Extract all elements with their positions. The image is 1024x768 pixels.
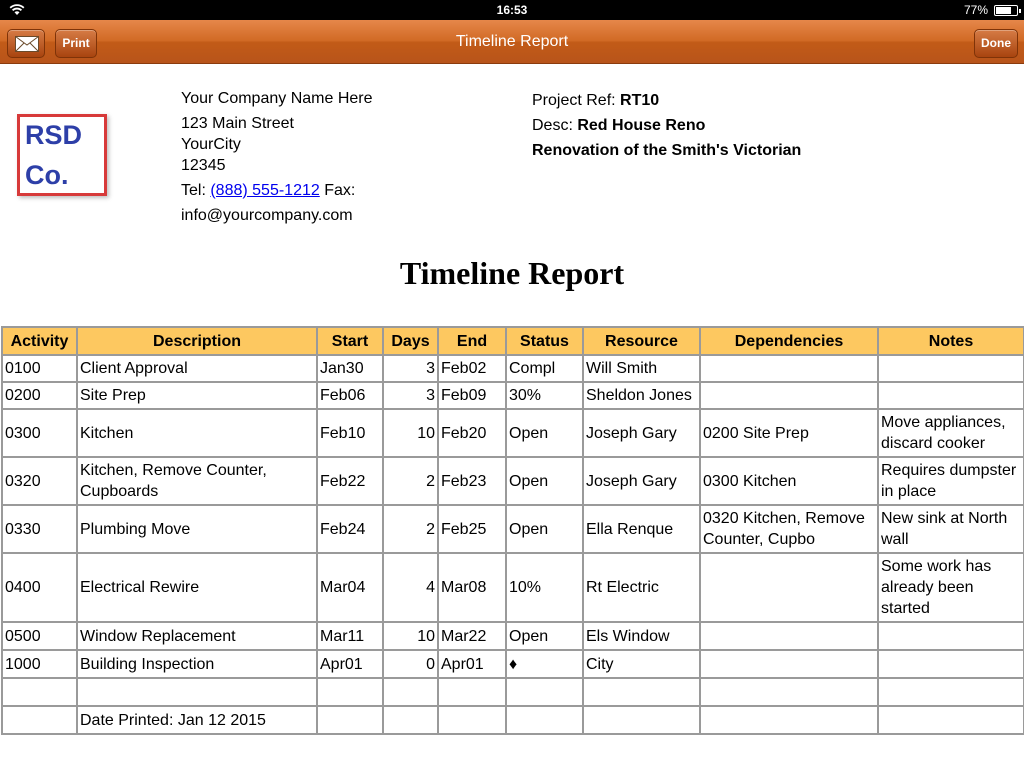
table-cell: 10 bbox=[383, 622, 438, 650]
project-info bbox=[532, 88, 801, 163]
table-cell: Feb09 bbox=[438, 382, 506, 409]
table-cell: 4 bbox=[383, 553, 438, 622]
table-cell: Joseph Gary bbox=[583, 457, 700, 505]
table-cell bbox=[317, 706, 383, 734]
table-cell: Els Window bbox=[583, 622, 700, 650]
logo-line-2: Co. bbox=[25, 160, 69, 190]
table-cell bbox=[878, 382, 1024, 409]
table-cell bbox=[438, 678, 506, 706]
nav-title: Timeline Report bbox=[455, 33, 569, 50]
table-cell: 0300 bbox=[2, 409, 77, 457]
table-cell: Window Replacement bbox=[77, 622, 317, 650]
project-ref: RT10 bbox=[620, 92, 660, 109]
table-cell bbox=[700, 553, 878, 622]
table-cell: 0330 bbox=[2, 505, 77, 553]
battery-percent: 77% bbox=[963, 3, 988, 17]
table-cell: Ella Renque bbox=[583, 505, 700, 553]
project-desc-row bbox=[532, 113, 801, 138]
table-cell bbox=[878, 622, 1024, 650]
table-cell: Kitchen, Remove Counter, Cupboards bbox=[77, 457, 317, 505]
table-cell bbox=[878, 706, 1024, 734]
table-cell bbox=[700, 382, 878, 409]
table-cell: 3 bbox=[383, 382, 438, 409]
fax-label: Fax: bbox=[319, 182, 356, 199]
table-cell bbox=[878, 678, 1024, 706]
company-info bbox=[181, 88, 373, 226]
table-cell: Feb22 bbox=[317, 457, 383, 505]
table-row bbox=[2, 355, 1024, 382]
project-desc-label: Desc: bbox=[532, 117, 578, 134]
table-cell: Plumbing Move bbox=[77, 505, 317, 553]
table-row bbox=[2, 409, 1024, 457]
project-subtitle: Renovation of the Smith's Victorian bbox=[532, 142, 802, 159]
table-cell: Feb06 bbox=[317, 382, 383, 409]
table-cell bbox=[506, 706, 583, 734]
column-header: Description bbox=[77, 327, 317, 355]
table-cell: Will Smith bbox=[583, 355, 700, 382]
print-button[interactable]: Print bbox=[55, 29, 97, 58]
table-cell bbox=[878, 650, 1024, 678]
table-row bbox=[2, 622, 1024, 650]
table-cell: Mar11 bbox=[317, 622, 383, 650]
table-row bbox=[2, 706, 1024, 734]
table-cell bbox=[583, 706, 700, 734]
table-cell: Apr01 bbox=[317, 650, 383, 678]
table-cell: 10% bbox=[506, 553, 583, 622]
battery-icon bbox=[994, 5, 1018, 16]
table-cell bbox=[2, 706, 77, 734]
table-cell: Feb25 bbox=[438, 505, 506, 553]
status-bar bbox=[0, 0, 1024, 20]
logo-line-1: RSD bbox=[25, 120, 83, 150]
nav-bar bbox=[0, 20, 1024, 64]
table-cell: City bbox=[583, 650, 700, 678]
table-cell: Mar22 bbox=[438, 622, 506, 650]
column-header: Activity bbox=[2, 327, 77, 355]
table-cell: Open bbox=[506, 457, 583, 505]
table-cell bbox=[383, 706, 438, 734]
table-cell: Open bbox=[506, 409, 583, 457]
table-cell: Sheldon Jones bbox=[583, 382, 700, 409]
table-cell: Feb20 bbox=[438, 409, 506, 457]
table-cell: Feb02 bbox=[438, 355, 506, 382]
table-cell: Site Prep bbox=[77, 382, 317, 409]
project-ref-row bbox=[532, 88, 801, 113]
table-cell: 30% bbox=[506, 382, 583, 409]
table-cell bbox=[700, 355, 878, 382]
table-cell: Feb24 bbox=[317, 505, 383, 553]
table-cell: 0320 Kitchen, Remove Counter, Cupbo bbox=[700, 505, 878, 553]
company-city: YourCity bbox=[181, 136, 241, 153]
table-cell: 0300 Kitchen bbox=[700, 457, 878, 505]
table-cell bbox=[438, 706, 506, 734]
table-cell bbox=[583, 678, 700, 706]
table-cell: 0320 bbox=[2, 457, 77, 505]
table-cell: Joseph Gary bbox=[583, 409, 700, 457]
table-cell: Building Inspection bbox=[77, 650, 317, 678]
company-zip: 12345 bbox=[181, 157, 226, 174]
table-cell: 0 bbox=[383, 650, 438, 678]
company-email: info@yourcompany.com bbox=[181, 207, 353, 224]
table-cell bbox=[317, 678, 383, 706]
table-cell: Jan30 bbox=[317, 355, 383, 382]
table-cell bbox=[700, 678, 878, 706]
table-cell: Move appliances, discard cooker bbox=[878, 409, 1024, 457]
column-header: Days bbox=[383, 327, 438, 355]
table-cell: Some work has already been started bbox=[878, 553, 1024, 622]
table-cell: Kitchen bbox=[77, 409, 317, 457]
project-subtitle-row bbox=[532, 138, 801, 163]
table-cell: New sink at North wall bbox=[878, 505, 1024, 553]
table-cell: 1000 bbox=[2, 650, 77, 678]
column-header: Resource bbox=[583, 327, 700, 355]
table-cell bbox=[700, 622, 878, 650]
table-row bbox=[2, 457, 1024, 505]
report-title: Timeline Report bbox=[399, 255, 625, 291]
table-cell: 0100 bbox=[2, 355, 77, 382]
table-cell: 3 bbox=[383, 355, 438, 382]
status-time: 16:53 bbox=[496, 3, 528, 17]
table-cell: Rt Electric bbox=[583, 553, 700, 622]
column-header: Dependencies bbox=[700, 327, 878, 355]
table-cell bbox=[700, 706, 878, 734]
table-row bbox=[2, 553, 1024, 622]
table-cell: 2 bbox=[383, 457, 438, 505]
column-header: Notes bbox=[878, 327, 1024, 355]
battery-level-fill bbox=[996, 7, 1011, 14]
table-cell: 0400 bbox=[2, 553, 77, 622]
table-cell: Compl bbox=[506, 355, 583, 382]
project-ref-label: Project Ref: bbox=[532, 92, 621, 109]
table-cell bbox=[878, 355, 1024, 382]
table-cell: Apr01 bbox=[438, 650, 506, 678]
table-cell: Date Printed: Jan 12 2015 bbox=[77, 706, 317, 734]
company-phone-row bbox=[181, 180, 373, 201]
table-row bbox=[2, 650, 1024, 678]
column-header: Status bbox=[506, 327, 583, 355]
project-desc: Red House Reno bbox=[577, 117, 706, 134]
table-cell bbox=[2, 678, 77, 706]
table-cell: 2 bbox=[383, 505, 438, 553]
table-header-row bbox=[2, 327, 1024, 355]
phone-link[interactable]: (888) 555-1212 bbox=[210, 182, 320, 199]
table-cell: 0500 bbox=[2, 622, 77, 650]
done-button[interactable]: Done bbox=[974, 29, 1018, 58]
company-name: Your Company Name Here bbox=[181, 90, 373, 107]
table-cell: Mar04 bbox=[317, 553, 383, 622]
table-cell: 10 bbox=[383, 409, 438, 457]
table-row bbox=[2, 678, 1024, 706]
tel-label: Tel: bbox=[181, 182, 211, 199]
table-cell bbox=[77, 678, 317, 706]
table-cell: 0200 Site Prep bbox=[700, 409, 878, 457]
column-header: Start bbox=[317, 327, 383, 355]
timeline-table bbox=[1, 326, 1024, 735]
table-row bbox=[2, 505, 1024, 553]
table-cell: Mar08 bbox=[438, 553, 506, 622]
column-header: End bbox=[438, 327, 506, 355]
table-cell: Electrical Rewire bbox=[77, 553, 317, 622]
table-cell: Requires dumpster in place bbox=[878, 457, 1024, 505]
table-cell bbox=[506, 678, 583, 706]
table-cell bbox=[383, 678, 438, 706]
table-cell: Client Approval bbox=[77, 355, 317, 382]
table-cell: Feb10 bbox=[317, 409, 383, 457]
table-cell: 0200 bbox=[2, 382, 77, 409]
table-row bbox=[2, 382, 1024, 409]
company-logo bbox=[17, 114, 107, 196]
table-cell: Open bbox=[506, 622, 583, 650]
table-cell: Feb23 bbox=[438, 457, 506, 505]
table-cell bbox=[700, 650, 878, 678]
company-street: 123 Main Street bbox=[181, 115, 294, 132]
table-cell: Open bbox=[506, 505, 583, 553]
table-cell: ♦ bbox=[506, 650, 583, 678]
